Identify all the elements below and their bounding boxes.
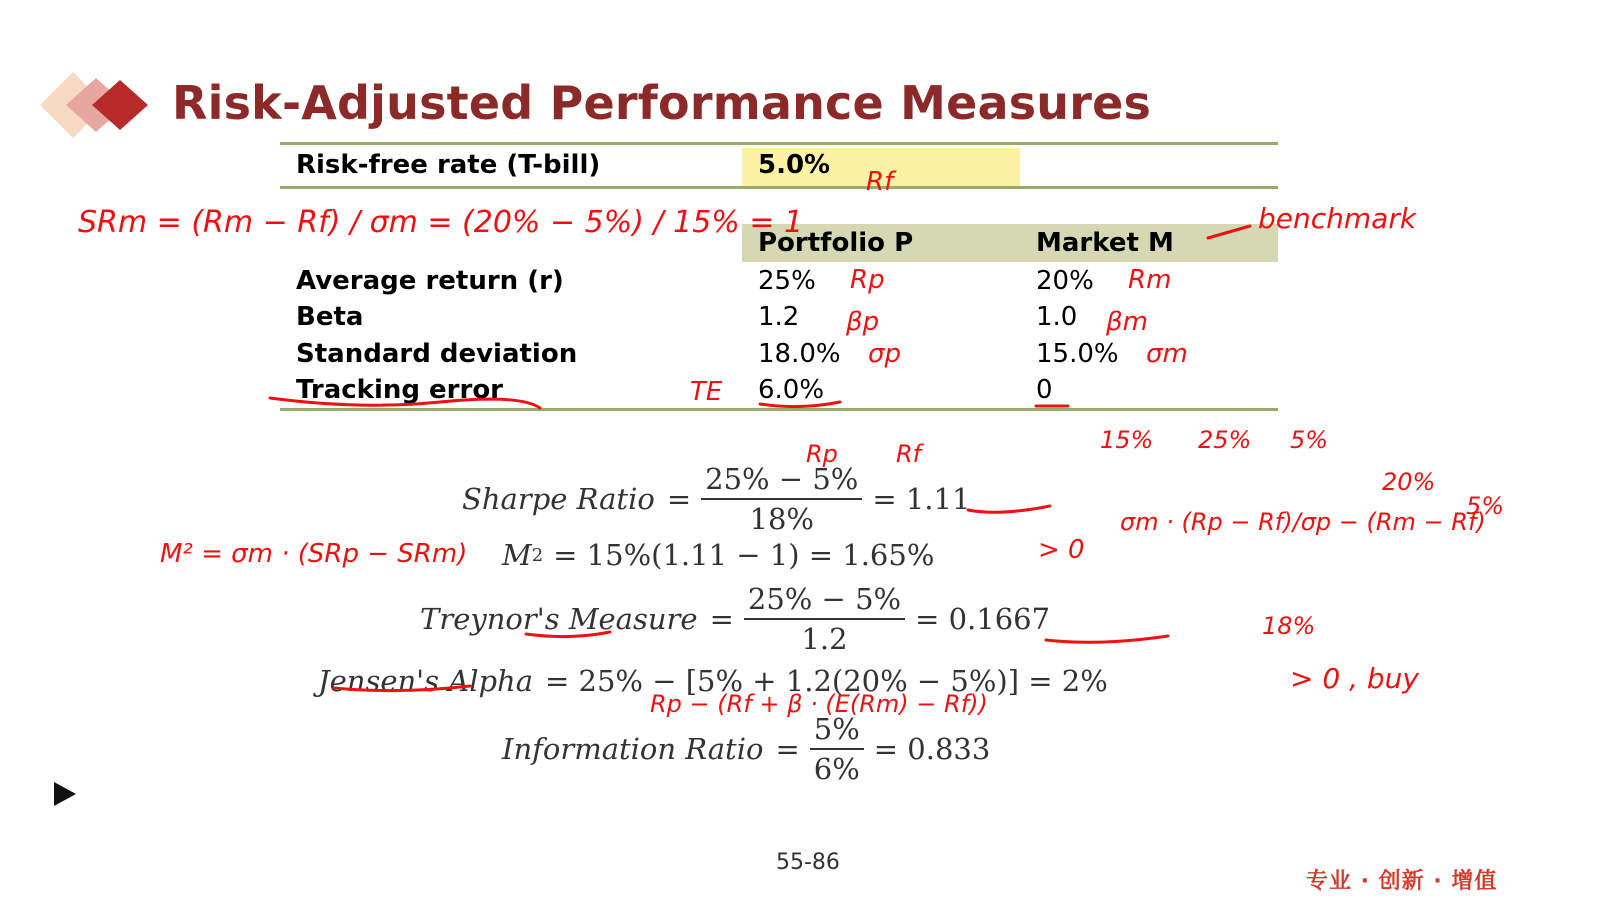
annotation-num-18: 18% (1262, 612, 1316, 640)
jensen-name: Jensen's Alpha (318, 664, 534, 698)
annotation-rf: Rf (866, 167, 894, 197)
row-label-stdev: Standard deviation (296, 339, 578, 369)
sharpe-numerator: 25% − 5% (701, 462, 862, 500)
annotation-num-25: 25% (1198, 426, 1252, 454)
sharpe-result: = 1.11 (872, 482, 971, 516)
annotation-beta-p: βp (846, 307, 880, 337)
annotation-m2-def: M² = σm · (SRp − SRm) (160, 539, 468, 569)
annotation-rf-2: Rf (896, 440, 922, 468)
brand-slogan: 专业 · 创新 · 增值 (1306, 869, 1498, 894)
cell-m-beta: 1.0 (1036, 302, 1078, 332)
m2-lhs: M (502, 538, 532, 572)
m2-superscript: 2 (531, 544, 544, 566)
row-label-beta: Beta (296, 302, 364, 332)
page-number: 55-86 (776, 850, 840, 875)
cell-m-return: 20% (1036, 266, 1094, 296)
information-ratio-formula: Information Ratio = $\frac{5\%}{6\%}$ = 0.833 (502, 712, 991, 786)
info-name: Information Ratio (502, 732, 764, 766)
annotation-num-5: 5% (1290, 426, 1329, 454)
table-bottom-rule (280, 408, 1278, 411)
row-label-return: Average return (r) (296, 266, 564, 296)
info-denominator: 6% (813, 752, 860, 786)
annotation-m2-alt: σm · (Rp − Rf)/σp − (Rm − Rf) (1120, 508, 1486, 536)
m2-formula (502, 538, 934, 572)
sharpe-result-underline (968, 506, 1050, 512)
cell-p-beta: 1.2 (758, 302, 800, 332)
annotation-rp-2: Rp (806, 440, 838, 468)
annotation-num-20: 20% (1382, 468, 1436, 496)
annotation-te: TE (690, 377, 723, 407)
m2-expression: = 15%(1.11 − 1) = 1.65% (553, 538, 935, 572)
cell-m-stdev: 15.0% (1036, 339, 1119, 369)
header-market: Market M (1036, 228, 1174, 258)
info-result: = 0.833 (873, 732, 991, 766)
cell-m-tracking: 0 (1036, 375, 1053, 405)
annotation-sr-m: SRm = (Rm − Rf) / σm = (20% − 5%) / 15% = 1 (78, 205, 804, 240)
table-top-rule (280, 142, 1278, 145)
treynor-result: = 0.1667 (915, 602, 1051, 636)
info-numerator: 5% (810, 712, 864, 750)
slide-title: Risk-Adjusted Performance Measures (172, 76, 1152, 130)
risk-free-label: Risk-free rate (T-bill) (296, 150, 601, 180)
logo-diamonds-icon (40, 72, 160, 138)
row-label-tracking: Tracking error (296, 375, 503, 405)
treynor-formula: Treynor's Measure = $\frac{25\% - 5\%}{1.2}$ = 0.1667 (420, 582, 1051, 656)
sharpe-denominator: 18% (749, 502, 814, 536)
annotation-benchmark: benchmark (1258, 202, 1417, 235)
annotation-gt0: > 0 (1038, 535, 1085, 565)
header-portfolio: Portfolio P (758, 228, 914, 258)
treynor-numerator: 25% − 5% (744, 582, 905, 620)
annotation-jensen-def: Rp − (Rf + β · (E(Rm) − Rf)) (650, 690, 988, 718)
sharpe-formula: Sharpe Ratio = $\frac{25\% - 5\%}{18\%}$ = 1.11 (462, 462, 971, 536)
annotation-rp: Rp (850, 265, 885, 295)
sharpe-name: Sharpe Ratio (462, 482, 655, 516)
annotation-sigma-p: σp (868, 339, 901, 369)
annotation-num-5b: 5% (1466, 492, 1505, 520)
annotation-buy: > 0 , buy (1290, 662, 1419, 695)
cell-p-stdev: 18.0% (758, 339, 841, 369)
treynor-name: Treynor's Measure (420, 602, 698, 636)
annotation-sigma-m: σm (1146, 339, 1188, 369)
cell-p-return: 25% (758, 266, 816, 296)
annotation-rm: Rm (1128, 265, 1172, 295)
risk-free-rule (280, 186, 1278, 189)
play-icon[interactable] (54, 782, 76, 806)
risk-free-value: 5.0% (758, 150, 831, 180)
annotation-beta-m: βm (1106, 307, 1148, 337)
treynor-denominator: 1.2 (801, 622, 848, 656)
cell-p-tracking: 6.0% (758, 375, 825, 405)
annotation-num-15: 15% (1100, 426, 1154, 454)
jensen-formula (318, 664, 1108, 698)
jensen-expression: = 25% − [5% + 1.2(20% − 5%)] = 2% (545, 664, 1108, 698)
treynor-result-underline (1046, 636, 1168, 642)
